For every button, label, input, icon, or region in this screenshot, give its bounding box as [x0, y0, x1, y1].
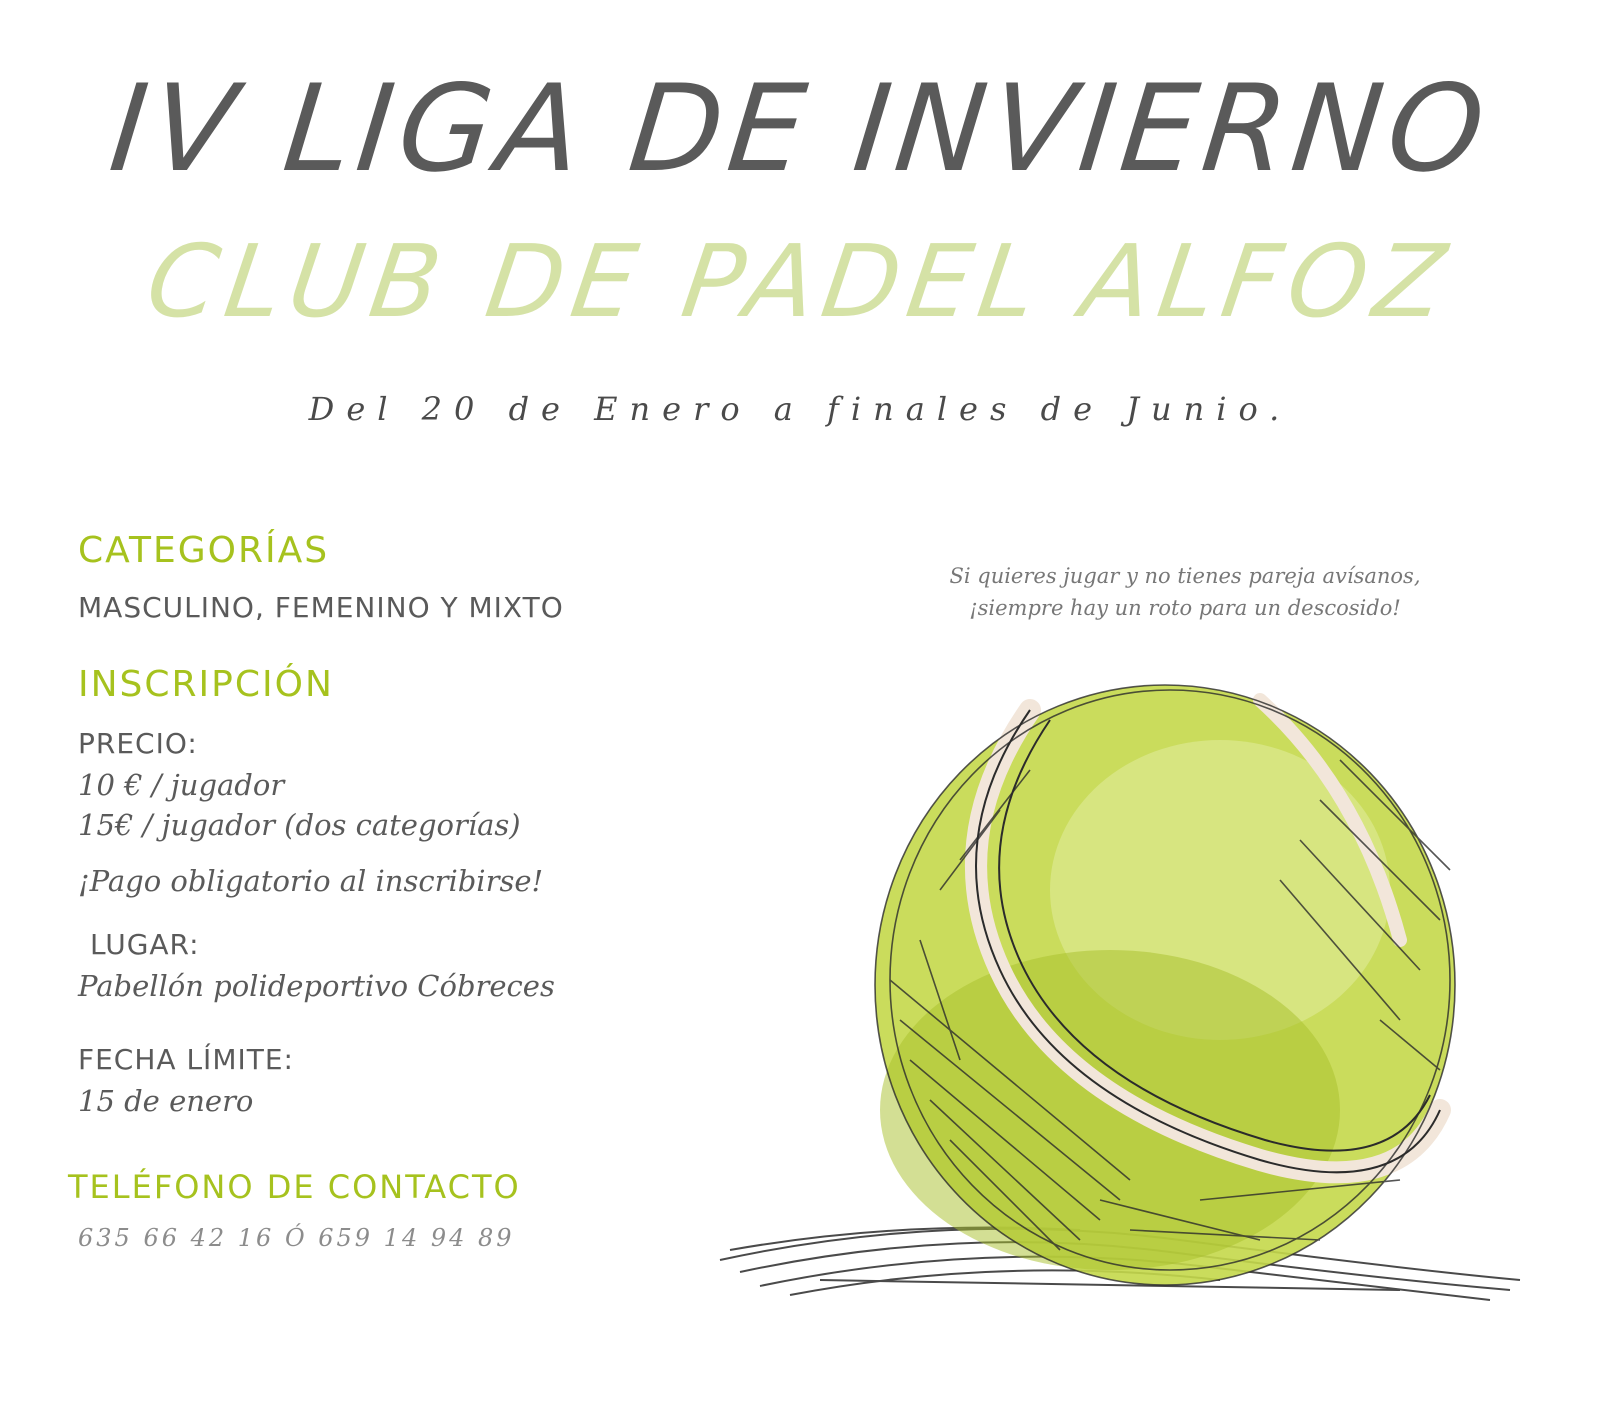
categorias-heading: CATEGORÍAS: [78, 530, 330, 571]
contacto-heading: TELÉFONO DE CONTACTO: [68, 1168, 521, 1206]
lugar-label: LUGAR:: [90, 928, 200, 961]
partner-note: [930, 560, 1440, 624]
fecha-value: 15 de enero: [78, 1084, 254, 1118]
precio-double: 15€ / jugador (dos categorías): [78, 808, 521, 842]
inscripcion-heading: INSCRIPCIÓN: [78, 664, 334, 705]
precio-label: PRECIO:: [78, 727, 198, 760]
precio-single: 10 € / jugador: [78, 768, 285, 802]
partner-note-line1: Si quieres jugar y no tienes pareja avísanos,: [949, 564, 1421, 588]
partner-note-line2: ¡siempre hay un roto para un descosido!: [969, 596, 1401, 620]
contact-phones: 635 66 42 16 Ó 659 14 94 89: [78, 1224, 515, 1252]
info-panel: [68, 530, 778, 1252]
fecha-label: FECHA LÍMITE:: [78, 1043, 294, 1076]
page-title: IV LIGA DE INVIERNO: [103, 60, 1497, 199]
club-name: CLUB DE PADEL ALFOZ: [140, 223, 1460, 340]
league-dates: Del 20 de Enero a finales de Junio.: [308, 390, 1292, 428]
pago-note: ¡Pago obligatorio al inscribirse!: [78, 864, 544, 898]
categorias-text: MASCULINO, FEMENINO Y MIXTO: [78, 591, 564, 624]
tennis-ball-illustration: [700, 640, 1560, 1360]
lugar-value: Pabellón polideportivo Cóbreces: [78, 969, 555, 1003]
